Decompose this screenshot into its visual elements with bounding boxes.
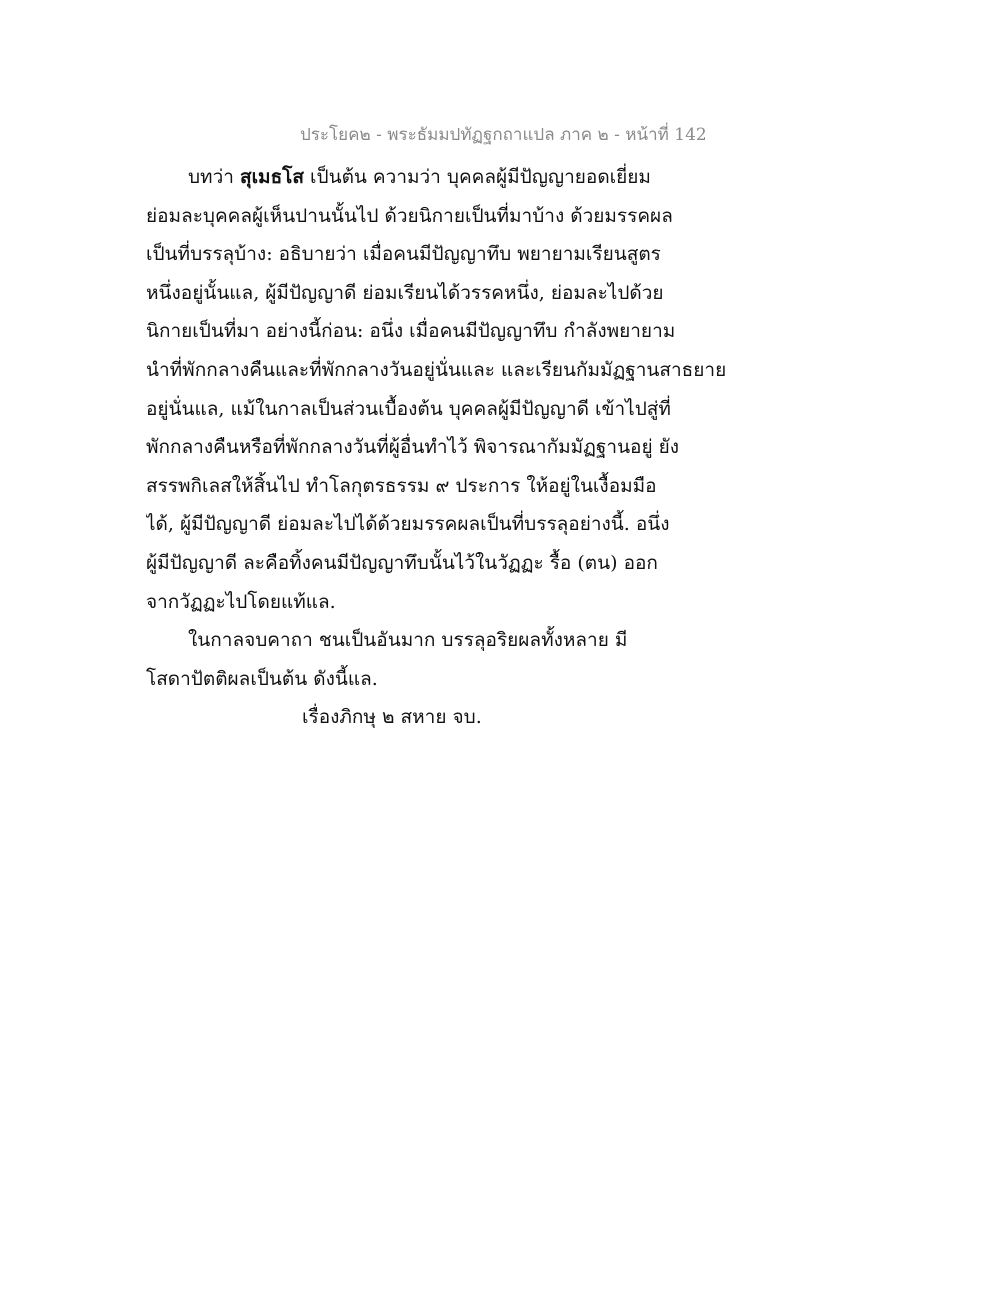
paragraph-1-line-1 bbox=[146, 158, 726, 197]
body-text bbox=[146, 158, 726, 737]
text-run: เป็นต้น ความว่า บุคคลผู้มีปัญญายอดเยี่ยม bbox=[303, 166, 651, 188]
paragraph-1-line: ย่อมละบุคคลผู้เห็นปานนั้นไป ด้วยนิกายเป็นที่มาบ้าง ด้วยมรรคผล bbox=[146, 204, 673, 227]
bold-term: สุเมธโส bbox=[239, 166, 304, 188]
paragraph-1-line: ผู้มีปัญญาดี ละคือทิ้งคนมีปัญญาทึบนั้นไว้ในวัฏฏะ รื้อ (ตน) ออก bbox=[146, 551, 658, 574]
text-run: บทว่า bbox=[188, 166, 240, 188]
paragraph-1-line: นำที่พักกลางคืนและที่พักกลางวันอยู่นั่นและ และเรียนกัมมัฏฐานสาธยาย bbox=[146, 358, 726, 381]
paragraph-1-line: พักกลางคืนหรือที่พักกลางวันที่ผู้อื่นทำไว้ พิจารณากัมมัฏฐานอยู่ ยัง bbox=[146, 436, 680, 459]
paragraph-1-line: สรรพกิเลสให้สิ้นไป ทำโลกุตรธรรม ๙ ประการ ให้อยู่ในเงื้อมมือ bbox=[146, 474, 657, 497]
page-header: ประโยค๒ - พระธัมมปทัฏฐกถาแปล ภาค ๒ - หน้าที่ 142 bbox=[300, 125, 707, 145]
paragraph-1-line: นิกายเป็นที่มา อย่างนี้ก่อน: อนึ่ง เมื่อคนมีปัญญาทึบ กำลังพยายาม bbox=[146, 320, 676, 343]
paragraph-1-line: จากวัฏฏะไปโดยแท้แล. bbox=[146, 590, 336, 613]
paragraph-1-line: อยู่นั่นแล, แม้ในกาลเป็นส่วนเบื้องต้น บุคคลผู้มีปัญญาดี เข้าไปสู่ที่ bbox=[146, 397, 671, 420]
closing-line: เรื่องภิกษุ ๒ สหาย จบ. bbox=[302, 706, 482, 729]
paragraph-1-line: หนึ่งอยู่นั้นแล, ผู้มีปัญญาดี ย่อมเรียนได้วรรคหนึ่ง, ย่อมละไปด้วย bbox=[146, 281, 664, 304]
paragraph-2-line: ในกาลจบคาถา ชนเป็นอันมาก บรรลุอริยผลทั้งหลาย มี bbox=[188, 629, 628, 652]
paragraph-2-line: โสดาปัตติผลเป็นต้น ดังนี้แล. bbox=[146, 667, 378, 690]
paragraph-1-line: ได้, ผู้มีปัญญาดี ย่อมละไปได้ด้วยมรรคผลเป็นที่บรรลุอย่างนี้. อนึ่ง bbox=[146, 513, 670, 536]
paragraph-1-line: เป็นที่บรรลุบ้าง: อธิบายว่า เมื่อคนมีปัญญาทึบ พยายามเรียนสูตร bbox=[146, 243, 661, 266]
